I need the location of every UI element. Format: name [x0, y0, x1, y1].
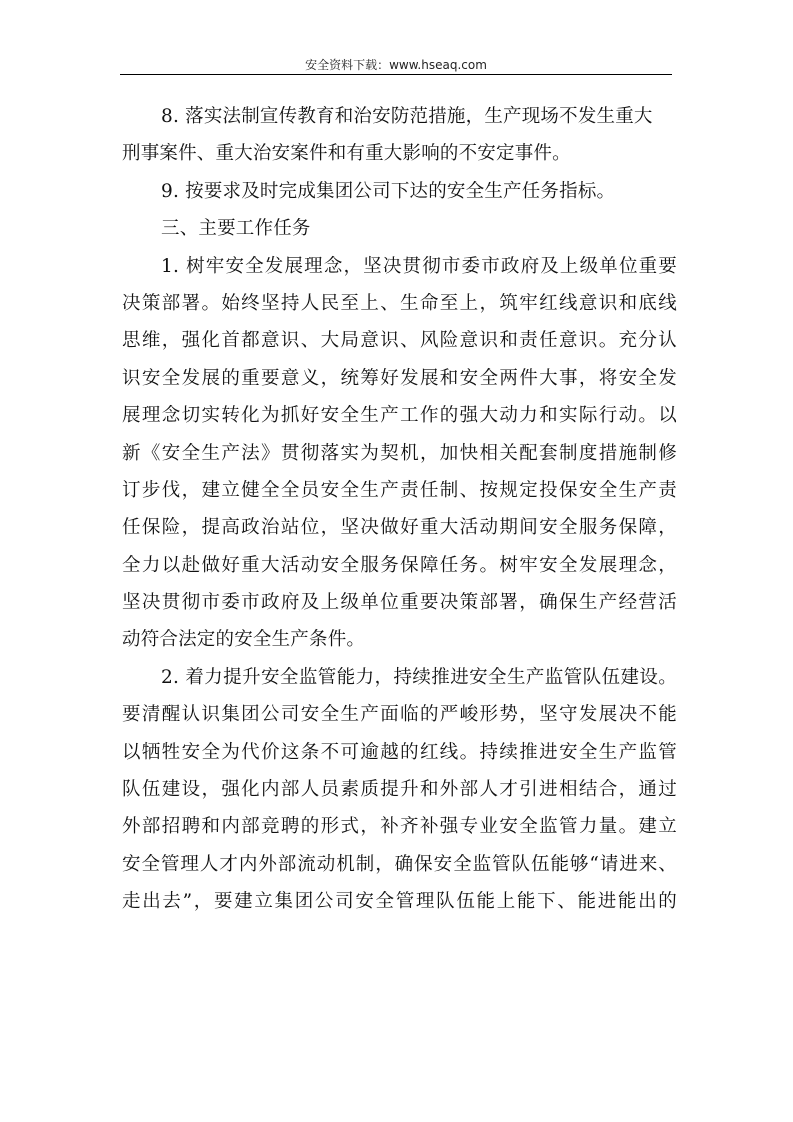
- item-8-line-1: 8. 落实法制宣传教育和治安防范措施，生产现场不发生重大: [161, 106, 653, 127]
- task-1-line-8: 任保险，提高政治站位，坚决做好重大活动期间安全服务保障，: [122, 517, 677, 539]
- task-2-line-7: 走出去”，要建立集团公司安全管理队伍能上能下、能进能出的: [122, 891, 677, 913]
- task-1-line-1: 1. 树牢安全发展理念，坚决贯彻市委市政府及上级单位重要: [161, 255, 677, 277]
- task-2-line-1: 2. 着力提升安全监管能力，持续推进安全生产监管队伍建设。: [161, 666, 677, 688]
- task-2-line-2: 要清醒认识集团公司安全生产面临的严峻形势，坚守发展决不能: [122, 704, 677, 726]
- task-1-line-7: 订步伐，建立健全全员安全生产责任制、按规定投保安全生产责: [122, 479, 677, 501]
- task-2-line-5: 外部招聘和内部竞聘的形式，补齐补强专业安全监管力量。建立: [122, 816, 677, 838]
- task-1-line-2: 决策部署。始终坚持人民至上、生命至上，筑牢红线意识和底线: [122, 292, 677, 314]
- task-2-line-3: 以牺牲安全为代价这条不可逾越的红线。持续推进安全生产监管: [122, 741, 677, 763]
- task-1-line-5: 展理念切实转化为抓好安全生产工作的强大动力和实际行动。以: [122, 405, 677, 427]
- page-header: 安全资料下载：www.hseaq.com: [305, 58, 487, 72]
- item-8-line-2: 刑事案件、重大治安案件和有重大影响的不安定事件。: [122, 143, 571, 165]
- task-1-line-4: 识安全发展的重要意义，统筹好发展和安全两件大事，将安全发: [122, 367, 677, 389]
- task-1-line-9: 全力以赴做好重大活动安全服务保障任务。树牢安全发展理念，: [122, 554, 677, 576]
- document-body: [122, 98, 677, 921]
- task-2-line-4: 队伍建设，强化内部人员素质提升和外部人才引进相结合，通过: [122, 779, 677, 801]
- header-divider: [120, 74, 672, 75]
- task-1-line-6: 新《安全生产法》贯彻落实为契机，加快相关配套制度措施制修: [122, 442, 677, 464]
- task-2-line-6: 安全管理人才内外部流动机制，确保安全监管队伍能够“请进来、: [122, 853, 677, 875]
- task-1-line-10: 坚决贯彻市委市政府及上级单位重要决策部署，确保生产经营活: [122, 592, 677, 614]
- task-1-line-11: 动符合法定的安全生产条件。: [122, 629, 366, 651]
- item-9-line-1: 9. 按要求及时完成集团公司下达的安全生产任务指标。: [161, 180, 616, 202]
- section-heading-main-tasks: 三、主要工作任务: [161, 218, 311, 240]
- task-1-line-3: 思维，强化首都意识、大局意识、风险意识和责任意识。充分认: [122, 330, 677, 352]
